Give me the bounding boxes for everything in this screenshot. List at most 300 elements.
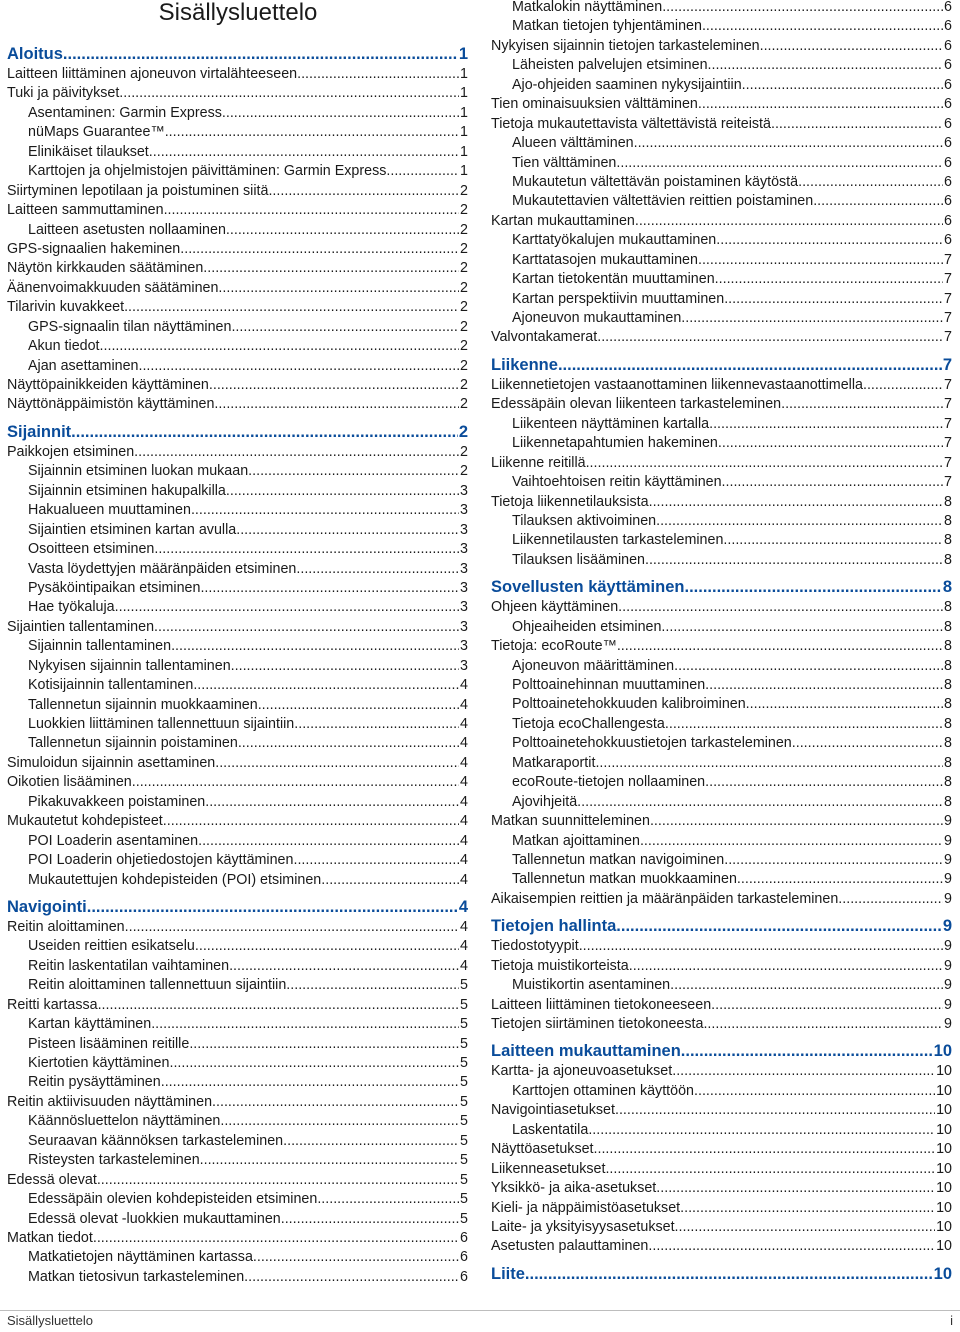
toc-entry-title: Sijainnit <box>7 422 72 441</box>
toc-entry-link[interactable] <box>7 376 468 395</box>
toc-entry-title: Pisteen lisääminen reitille <box>28 1035 190 1052</box>
toc-entry-title: Kartan tietokentän muuttaminen <box>512 271 715 288</box>
toc-entry-link[interactable] <box>491 1062 952 1081</box>
toc-leader-dots <box>698 251 943 270</box>
toc-entry-link[interactable] <box>491 1140 952 1159</box>
toc-entry-link[interactable] <box>491 870 952 889</box>
toc-page-number: 9 <box>944 938 952 955</box>
toc-leader-dots <box>672 1062 935 1081</box>
toc-entry-link[interactable] <box>491 1218 952 1237</box>
toc-entry-link[interactable] <box>491 890 952 909</box>
toc-page-number: 5 <box>460 1171 468 1188</box>
toc-entry-link[interactable] <box>491 676 952 695</box>
toc-page-number: 8 <box>944 754 952 771</box>
toc-entry-title: Näyttöasetukset <box>491 1141 594 1158</box>
toc-leader-dots <box>163 812 459 831</box>
toc-entry-title: Matkan tietojen tyhjentäminen <box>512 18 702 35</box>
toc-entry-link[interactable] <box>491 1082 952 1101</box>
toc-entry-link[interactable] <box>491 695 952 714</box>
toc-page-number: 4 <box>460 735 468 752</box>
toc-leader-dots <box>662 0 943 17</box>
toc-entry-link[interactable] <box>7 1054 468 1073</box>
toc-leader-dots <box>718 434 943 453</box>
toc-page-number: 4 <box>460 813 468 830</box>
toc-entry-link[interactable] <box>491 134 952 153</box>
toc-entry-link[interactable] <box>7 540 468 559</box>
toc-entry-link[interactable] <box>7 240 468 259</box>
toc-entry-title: Tallennetun sijainnin muokkaaminen <box>28 696 258 713</box>
toc-entry-title: Liikenneasetukset <box>491 1160 606 1177</box>
toc-leader-dots <box>681 309 943 328</box>
toc-entry-title: Sovellusten käyttäminen <box>491 578 685 597</box>
toc-entry-link[interactable] <box>7 976 468 995</box>
toc-entry-link[interactable] <box>491 793 952 812</box>
toc-page-number: 2 <box>460 463 468 480</box>
toc-entry-title: Reitin pysäyttäminen <box>28 1074 161 1091</box>
toc-entry-link[interactable] <box>7 734 468 753</box>
toc-entry-link[interactable] <box>491 434 952 453</box>
toc-entry-link[interactable] <box>491 1101 952 1120</box>
toc-page-number: 3 <box>460 541 468 558</box>
toc-entry-link[interactable] <box>7 754 468 773</box>
toc-entry-link[interactable] <box>7 957 468 976</box>
toc-leader-dots <box>161 1073 459 1092</box>
toc-entry-link[interactable] <box>491 754 952 773</box>
toc-leader-dots <box>386 162 459 181</box>
toc-entry-link[interactable] <box>491 115 952 134</box>
toc-entry-link[interactable] <box>7 1210 468 1229</box>
toc-entry-title: Tien välttäminen <box>512 154 617 171</box>
toc-entry-link[interactable] <box>7 851 468 870</box>
toc-entry-link[interactable] <box>7 579 468 598</box>
toc-entry-link[interactable] <box>7 279 468 298</box>
toc-entry-link[interactable] <box>7 637 468 656</box>
toc-entry-title: Hakualueen muuttaminen <box>28 502 191 519</box>
toc-entry-link[interactable] <box>7 657 468 676</box>
toc-entry-title: POI Loaderin ohjetiedostojen käyttäminen <box>28 852 294 869</box>
toc-leader-dots <box>115 598 459 617</box>
toc-entry-link[interactable] <box>491 1121 952 1140</box>
toc-chapter-link[interactable] <box>491 1034 952 1062</box>
toc-page-number: 8 <box>944 774 952 791</box>
page-title: Sisällysluettelo <box>158 0 318 26</box>
toc-entry-link[interactable] <box>7 1229 468 1248</box>
toc-entry-link[interactable] <box>7 918 468 937</box>
toc-leader-dots <box>616 909 942 937</box>
toc-entry-link[interactable] <box>7 395 468 414</box>
toc-page-number: 6 <box>944 193 952 210</box>
toc-page-number: 1 <box>460 163 468 180</box>
toc-entry-title: Hae työkaluja <box>28 599 115 616</box>
toc-entry-title: Pysäköintipaikan etsiminen <box>28 579 201 596</box>
toc-page-number: 9 <box>944 996 952 1013</box>
toc-page-number: 9 <box>944 890 952 907</box>
toc-chapter-link[interactable] <box>491 909 952 937</box>
toc-entry-link[interactable] <box>491 551 952 570</box>
toc-entry-link[interactable] <box>7 221 468 240</box>
toc-entry-link[interactable] <box>491 212 952 231</box>
toc-leader-dots <box>169 1054 459 1073</box>
toc-leader-dots <box>798 173 943 192</box>
toc-leader-dots <box>617 637 943 656</box>
toc-page-number: 8 <box>944 735 952 752</box>
toc-leader-dots <box>838 890 943 909</box>
toc-page-number: 9 <box>944 851 952 868</box>
toc-entry-title: Laskentatila <box>512 1121 589 1138</box>
toc-entry-link[interactable] <box>491 812 952 831</box>
toc-entry-link[interactable] <box>491 37 952 56</box>
toc-leader-dots <box>670 976 943 995</box>
toc-page-number: 8 <box>944 618 952 635</box>
toc-entry-link[interactable] <box>491 376 952 395</box>
toc-entry-title: Tietoja ecoChallengesta <box>512 715 665 732</box>
toc-entry-title: Kieli- ja näppäimistöasetukset <box>491 1199 681 1216</box>
toc-entry-link[interactable] <box>491 512 952 531</box>
toc-entry-link[interactable] <box>7 773 468 792</box>
toc-entry-title: Karttatasojen mukauttaminen <box>512 251 698 268</box>
toc-leader-dots <box>716 231 943 250</box>
toc-page-number: 2 <box>460 299 468 316</box>
toc-entry-link[interactable] <box>7 1190 468 1209</box>
toc-entry-link[interactable] <box>7 1132 468 1151</box>
toc-page-number: 2 <box>460 357 468 374</box>
toc-page-number: 6 <box>944 115 952 132</box>
toc-entry-link[interactable] <box>7 1248 468 1267</box>
toc-leader-dots <box>200 579 459 598</box>
toc-page-number: 6 <box>944 18 952 35</box>
toc-page-number: 4 <box>460 918 468 935</box>
toc-entry-link[interactable] <box>7 676 468 695</box>
toc-entry-link[interactable] <box>7 482 468 501</box>
toc-entry-title: Laitteen asetusten nollaaminen <box>28 221 226 238</box>
toc-leader-dots <box>220 1112 459 1131</box>
toc-entry-title: Alueen välttäminen <box>512 135 634 152</box>
toc-leader-dots <box>149 143 459 162</box>
toc-entry-link[interactable] <box>491 773 952 792</box>
toc-entry-title: Liikennetilausten tarkasteleminen <box>512 532 724 549</box>
toc-entry-link[interactable] <box>7 337 468 356</box>
toc-leader-dots <box>205 793 459 812</box>
toc-leader-dots <box>698 95 943 114</box>
toc-leader-dots <box>694 1082 935 1101</box>
toc-leader-dots <box>650 812 943 831</box>
toc-entry-link[interactable] <box>491 1160 952 1179</box>
toc-entry-link[interactable] <box>7 1151 468 1170</box>
toc-leader-dots <box>119 84 459 103</box>
toc-entry-title: Risteysten tarkasteleminen <box>28 1152 200 1169</box>
toc-entry-link[interactable] <box>491 832 952 851</box>
toc-entry-link[interactable] <box>7 1171 468 1190</box>
toc-leader-dots <box>293 851 459 870</box>
toc-entry-link[interactable] <box>491 76 952 95</box>
toc-entry-link[interactable] <box>7 618 468 637</box>
toc-entry-link[interactable] <box>491 415 952 434</box>
toc-page-number: 5 <box>460 1093 468 1110</box>
toc-page-number: 7 <box>944 310 952 326</box>
toc-entry-title: Edessäpäin olevan liikenteen tarkasteleminen <box>491 396 782 413</box>
toc-leader-dots <box>711 996 943 1015</box>
toc-page-number: 7 <box>944 396 952 413</box>
toc-page-number: 4 <box>460 696 468 713</box>
toc-entry-link[interactable] <box>491 996 952 1015</box>
toc-entry-title: Tietoja liikennetilauksista <box>491 493 649 510</box>
toc-page-number: 6 <box>944 232 952 249</box>
toc-entry-title: Laitteen liittäminen ajoneuvon virtalähteeseen <box>7 66 298 82</box>
toc-entry-title: Tilauksen lisääminen <box>512 551 645 568</box>
toc-entry-link[interactable] <box>7 1268 468 1287</box>
toc-entry-link[interactable] <box>7 832 468 851</box>
toc-leader-dots <box>640 832 943 851</box>
toc-leader-dots <box>586 454 943 473</box>
toc-page-number: 8 <box>944 638 952 655</box>
toc-page-number: 6 <box>944 135 952 152</box>
toc-entry-link[interactable] <box>7 1015 468 1034</box>
toc-entry-link[interactable] <box>491 154 952 173</box>
toc-entry-link[interactable] <box>491 937 952 956</box>
toc-entry-title: Mukautettavien vältettävien reittien poistaminen <box>512 193 814 210</box>
toc-entry-title: Sijainnin etsiminen luokan mukaan <box>28 463 249 480</box>
toc-page-number: 10 <box>933 1264 952 1283</box>
toc-entry-link[interactable] <box>491 192 952 211</box>
toc-page-number: 6 <box>944 96 952 113</box>
toc-entry-link[interactable] <box>491 851 952 870</box>
toc-entry-title: Asetusten palauttaminen <box>491 1238 649 1255</box>
toc-entry-title: Polttoainetehokkuustietojen tarkasteleminen <box>512 735 792 752</box>
toc-page-number: 6 <box>944 212 952 229</box>
toc-entry-link[interactable] <box>7 443 468 462</box>
toc-entry-link[interactable] <box>491 1199 952 1218</box>
toc-entry-link[interactable] <box>7 182 468 201</box>
toc-leader-dots <box>193 676 459 695</box>
toc-leader-dots <box>154 540 459 559</box>
toc-page-number: 9 <box>944 977 952 994</box>
toc-entry-title: Mukautettujen kohdepisteiden (POI) etsiminen <box>28 871 322 888</box>
toc-page-number: 10 <box>936 1121 952 1138</box>
toc-entry-link[interactable] <box>491 1015 952 1034</box>
toc-entry-link[interactable] <box>7 937 468 956</box>
toc-leader-dots <box>724 290 943 309</box>
toc-entry-link[interactable] <box>7 162 468 181</box>
toc-page-number: 5 <box>460 1113 468 1130</box>
toc-entry-link[interactable] <box>491 734 952 753</box>
toc-page-number: 10 <box>936 1102 952 1119</box>
toc-entry-link[interactable] <box>491 976 952 995</box>
toc-entry-link[interactable] <box>491 531 952 550</box>
toc-leader-dots <box>597 328 943 347</box>
toc-entry-title: Matkatietojen näyttäminen kartassa <box>28 1249 253 1266</box>
toc-entry-title: Liikennetapahtumien hakeminen <box>512 435 718 452</box>
toc-page-number: 4 <box>460 754 468 771</box>
toc-entry-link[interactable] <box>7 1035 468 1054</box>
toc-leader-dots <box>238 734 459 753</box>
toc-chapter-link[interactable] <box>7 415 468 443</box>
toc-entry-link[interactable] <box>491 309 952 328</box>
toc-entry-link[interactable] <box>491 957 952 976</box>
toc-entry-link[interactable] <box>7 65 468 84</box>
toc-leader-dots <box>138 357 459 376</box>
toc-entry-link[interactable] <box>7 1093 468 1112</box>
toc-entry-link[interactable] <box>491 95 952 114</box>
toc-entry-title: Osoitteen etsiminen <box>28 541 155 558</box>
toc-entry-link[interactable] <box>7 715 468 734</box>
toc-page-number: 7 <box>944 290 952 307</box>
toc-leader-dots <box>203 259 459 278</box>
toc-leader-dots <box>558 348 942 376</box>
toc-entry-link[interactable] <box>491 290 952 309</box>
toc-leader-dots <box>198 832 459 851</box>
toc-page-number: 4 <box>460 938 468 955</box>
toc-page-number: 8 <box>944 715 952 732</box>
toc-entry-link[interactable] <box>491 173 952 192</box>
toc-entry-link[interactable] <box>7 462 468 481</box>
toc-page-number: 7 <box>944 454 952 471</box>
toc-entry-title: Yksikkö- ja aika-asetukset <box>491 1180 657 1197</box>
toc-entry-link[interactable] <box>7 812 468 831</box>
toc-entry-link[interactable] <box>491 493 952 512</box>
toc-entry-title: Karttatyökalujen mukauttaminen <box>512 232 717 249</box>
toc-entry-title: Nykyisen sijainnin tallentaminen <box>28 657 231 674</box>
toc-leader-dots <box>629 957 943 976</box>
toc-page-number: 1 <box>460 124 468 141</box>
toc-entry-link[interactable] <box>7 598 468 617</box>
toc-page-number: 5 <box>460 1055 468 1071</box>
toc-page-number: 8 <box>944 493 952 510</box>
toc-entry-title: Karttojen ja ohjelmistojen päivittäminen: Garmin Express <box>28 163 387 180</box>
toc-entry-link[interactable] <box>7 104 468 123</box>
toc-entry-link[interactable] <box>491 473 952 492</box>
toc-leader-dots <box>649 493 943 512</box>
toc-page-number: 2 <box>460 377 468 393</box>
toc-page-number: 7 <box>942 355 952 374</box>
toc-entry-title: Karttojen ottaminen käyttöön <box>512 1082 694 1099</box>
toc-entry-link[interactable] <box>491 0 952 17</box>
toc-entry-title: Näyttöpainikkeiden käyttäminen <box>7 377 209 393</box>
toc-entry-link[interactable] <box>7 560 468 579</box>
toc-chapter-link[interactable] <box>7 890 468 918</box>
toc-chapter-link[interactable] <box>7 37 468 65</box>
toc-leader-dots <box>724 851 943 870</box>
toc-entry-link[interactable] <box>491 715 952 734</box>
toc-entry-title: Mukautetun vältettävän poistaminen käytöstä <box>512 173 799 190</box>
toc-entry-link[interactable] <box>7 201 468 220</box>
toc-entry-link[interactable] <box>7 696 468 715</box>
toc-entry-link[interactable] <box>7 84 468 103</box>
toc-leader-dots <box>595 754 943 773</box>
toc-leader-dots <box>281 1210 459 1229</box>
toc-entry-title: Edessäpäin olevien kohdepisteiden etsiminen <box>28 1191 318 1208</box>
toc-chapter-link[interactable] <box>491 1257 952 1285</box>
toc-entry-link[interactable] <box>7 871 468 890</box>
toc-page-number: 6 <box>944 76 952 93</box>
toc-entry-link[interactable] <box>7 1073 468 1092</box>
toc-entry-link[interactable] <box>491 395 952 414</box>
toc-chapter-link[interactable] <box>491 348 952 376</box>
toc-entry-link[interactable] <box>491 657 952 676</box>
toc-entry-title: Matkan tietosivun tarkasteleminen <box>28 1268 245 1285</box>
toc-entry-link[interactable] <box>491 1179 952 1198</box>
toc-leader-dots <box>236 521 459 540</box>
toc-entry-link[interactable] <box>7 318 468 337</box>
toc-page-number: 8 <box>944 599 952 616</box>
toc-leader-dots <box>209 376 459 395</box>
toc-entry-title: Liikenne <box>491 355 558 374</box>
toc-page-number: 10 <box>936 1063 952 1080</box>
toc-page-number: 8 <box>944 551 952 568</box>
toc-page-number: 1 <box>460 85 468 102</box>
toc-entry-link[interactable] <box>7 996 468 1015</box>
toc-entry-link[interactable] <box>7 357 468 376</box>
toc-entry-title: Ajan asettaminen <box>28 357 139 374</box>
toc-page-number: 9 <box>944 1016 952 1032</box>
toc-entry-link[interactable] <box>7 259 468 278</box>
toc-entry-link[interactable] <box>491 251 952 270</box>
toc-leader-dots <box>231 657 459 676</box>
toc-entry-link[interactable] <box>491 231 952 250</box>
toc-leader-dots <box>171 637 459 656</box>
toc-entry-title: Sijaintien etsiminen kartan avulla <box>28 521 237 538</box>
toc-entry-title: Kartan käyttäminen <box>28 1016 152 1033</box>
toc-chapter-link[interactable] <box>491 570 952 598</box>
toc-leader-dots <box>702 17 943 36</box>
toc-entry-link[interactable] <box>491 17 952 36</box>
toc-entry-title: Tilauksen aktivoiminen <box>512 512 657 529</box>
toc-entry-title: Pikakuvakkeen poistaminen <box>28 793 206 810</box>
toc-leader-dots <box>229 957 459 976</box>
toc-entry-link[interactable] <box>491 637 952 656</box>
toc-entry-link[interactable] <box>7 793 468 812</box>
toc-page-number: 7 <box>944 251 952 268</box>
toc-leader-dots <box>297 65 459 84</box>
toc-page-number: 4 <box>460 871 468 888</box>
toc-leader-dots <box>180 240 459 259</box>
toc-entry-link[interactable] <box>491 270 952 289</box>
toc-entry-title: Muistikortin asentaminen <box>512 977 671 994</box>
toc-leader-dots <box>317 1190 459 1209</box>
toc-entry-title: Nykyisen sijainnin tietojen tarkasteleminen <box>491 37 760 54</box>
toc-entry-title: Polttoainetehokkuuden kalibroiminen <box>512 696 746 713</box>
toc-leader-dots <box>215 754 459 773</box>
toc-entry-title: ecoRoute-tietojen nollaaminen <box>512 774 706 791</box>
toc-entry-link[interactable] <box>7 123 468 142</box>
toc-leader-dots <box>165 123 459 142</box>
toc-entry-title: Matkan tiedot <box>7 1229 93 1246</box>
toc-entry-link[interactable] <box>491 328 952 347</box>
toc-entry-link[interactable] <box>491 1237 952 1256</box>
toc-page-number: 3 <box>460 579 468 596</box>
toc-page-number: 1 <box>458 45 468 63</box>
toc-entry-title: Paikkojen etsiminen <box>7 443 135 460</box>
toc-entry-title: Matkalokin näyttäminen <box>512 0 663 15</box>
toc-leader-dots <box>577 793 943 812</box>
toc-entry-link[interactable] <box>7 298 468 317</box>
toc-entry-link[interactable] <box>7 143 468 162</box>
toc-page-number: 2 <box>460 240 468 257</box>
toc-entry-link[interactable] <box>7 521 468 540</box>
toc-entry-title: Laite- ja yksityisyysasetukset <box>491 1218 675 1235</box>
toc-entry-link[interactable] <box>491 56 952 75</box>
toc-entry-title: Kartan mukauttaminen <box>491 212 635 229</box>
toc-entry-link[interactable] <box>491 598 952 617</box>
toc-entry-link[interactable] <box>7 1112 468 1131</box>
toc-page-number: 10 <box>936 1180 952 1197</box>
toc-entry-link[interactable] <box>491 454 952 473</box>
toc-entry-title: Ohjeaiheiden etsiminen <box>512 618 662 635</box>
toc-entry-title: Simuloidun sijainnin asettaminen <box>7 754 216 771</box>
toc-entry-link[interactable] <box>491 618 952 637</box>
toc-entry-title: Liite <box>491 1264 525 1283</box>
toc-entry-link[interactable] <box>7 501 468 520</box>
toc-leader-dots <box>680 1199 935 1218</box>
